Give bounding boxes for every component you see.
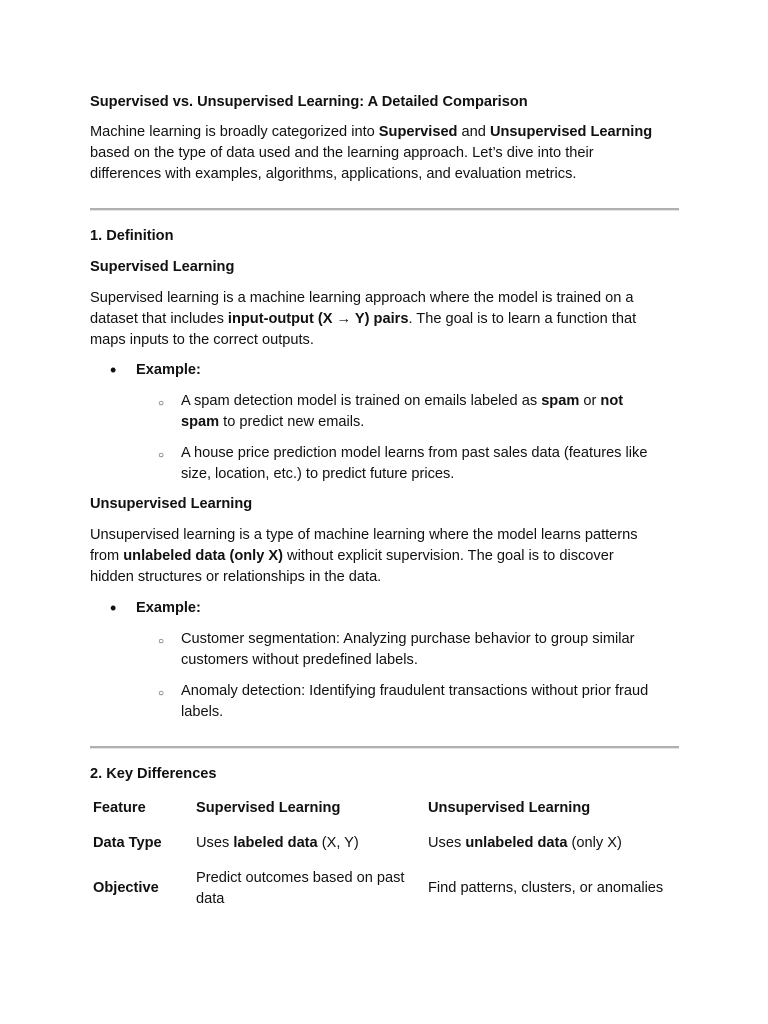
sub-item-bold: spam bbox=[541, 393, 580, 409]
table-header-cell: Unsupervised Learning bbox=[428, 800, 591, 816]
intro-text-1: Machine learning is broadly categorized into bbox=[90, 124, 379, 140]
sub-item bbox=[181, 391, 681, 433]
unsupervised-text-2: from bbox=[90, 548, 124, 564]
subheading-supervised: Supervised Learning bbox=[90, 259, 235, 275]
unsupervised-text-3: without explicit supervision. The goal is to discover bbox=[283, 548, 614, 564]
supervised-text-3: . The goal is to learn a function that bbox=[408, 311, 637, 327]
unsupervised-paragraph bbox=[90, 525, 690, 588]
sub-bullet-circle: ○ bbox=[158, 688, 165, 699]
unsupervised-text-1: Unsupervised learning is a type of machine learning where the model learns patterns bbox=[90, 527, 638, 543]
intro-paragraph bbox=[90, 122, 690, 185]
supervised-bold: input-output (X → Y) pairs bbox=[227, 311, 409, 327]
section-heading-differences: 2. Key Differences bbox=[90, 766, 217, 782]
unsupervised-text-4: hidden structures or relationships in the data. bbox=[90, 569, 382, 585]
sub-item-bold: not bbox=[600, 393, 624, 409]
bullet-dot: • bbox=[110, 360, 117, 380]
section-divider bbox=[90, 746, 679, 749]
supervised-text-1: Supervised learning is a machine learning approach where the model is trained on a bbox=[90, 290, 634, 306]
table-cell: Uses unlabeled data (only X) bbox=[428, 835, 622, 851]
supervised-text-2: dataset that includes bbox=[90, 311, 228, 327]
sub-item bbox=[181, 443, 681, 485]
sub-bullet-circle: ○ bbox=[158, 636, 165, 647]
section-divider bbox=[90, 208, 679, 211]
sub-item-text: Anomaly detection: Identifying fraudulent transactions without prior fraud bbox=[181, 683, 649, 699]
sub-item bbox=[181, 681, 681, 723]
sub-item-text: size, location, etc.) to predict future prices. bbox=[181, 466, 455, 482]
table-cell: Uses labeled data (X, Y) bbox=[196, 835, 359, 851]
sub-item-text: Customer segmentation: Analyzing purchase behavior to group similar bbox=[181, 631, 635, 647]
sub-item-bold: spam bbox=[181, 414, 220, 430]
sub-item-text: customers without predefined labels. bbox=[181, 652, 418, 668]
table-row-label: Data Type bbox=[93, 835, 162, 851]
intro-bold-2: Unsupervised Learning bbox=[489, 124, 653, 140]
intro-bold-1: Supervised bbox=[378, 124, 458, 140]
sub-item bbox=[181, 629, 681, 671]
unsupervised-bold: unlabeled data (only X) bbox=[123, 548, 283, 564]
sub-bullet-circle: ○ bbox=[158, 450, 165, 461]
table-header-cell: Supervised Learning bbox=[196, 800, 341, 816]
sub-item-text: to predict new emails. bbox=[219, 414, 365, 430]
intro-text-4: differences with examples, algorithms, applications, and evaluation metrics. bbox=[90, 166, 577, 182]
table-cell: Predict outcomes based on past data bbox=[196, 870, 405, 907]
sub-bullet-circle: ○ bbox=[158, 398, 165, 409]
bullet-dot: • bbox=[110, 598, 117, 618]
table-header-cell: Feature bbox=[93, 800, 146, 816]
example-label: Example: bbox=[136, 600, 201, 616]
table-row-label: Objective bbox=[93, 880, 159, 896]
example-label: Example: bbox=[136, 362, 201, 378]
supervised-paragraph bbox=[90, 288, 690, 351]
supervised-text-4: maps inputs to the correct outputs. bbox=[90, 332, 314, 348]
document-title: Supervised vs. Unsupervised Learning: A Detailed Comparison bbox=[90, 94, 528, 110]
sub-item-text: A spam detection model is trained on emails labeled as bbox=[181, 393, 542, 409]
sub-item-text: A house price prediction model learns from past sales data (features like bbox=[181, 445, 648, 461]
intro-text-2: and bbox=[457, 124, 490, 140]
sub-item-text: or bbox=[579, 393, 601, 409]
sub-item-text: labels. bbox=[181, 704, 224, 720]
section-heading-definition: 1. Definition bbox=[90, 228, 174, 244]
intro-text-3: based on the type of data used and the learning approach. Let’s dive into their bbox=[90, 145, 594, 161]
subheading-unsupervised: Unsupervised Learning bbox=[90, 496, 253, 512]
table-cell: Find patterns, clusters, or anomalies bbox=[428, 880, 664, 896]
